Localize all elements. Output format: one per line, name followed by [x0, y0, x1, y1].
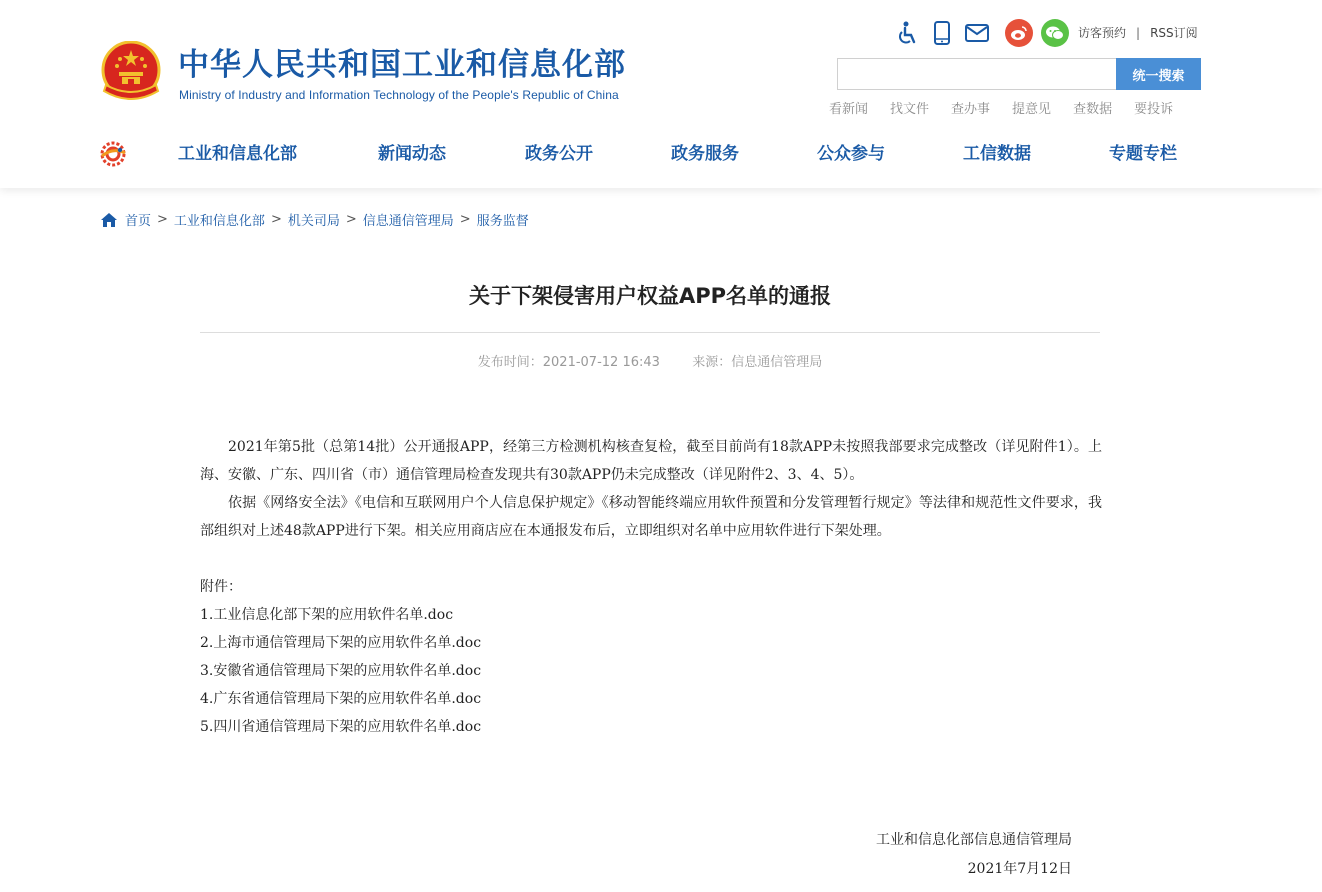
paragraph-spacer	[200, 545, 1102, 573]
quick-link-complaint[interactable]: 要投诉	[1134, 102, 1174, 117]
national-emblem-icon[interactable]	[100, 41, 162, 107]
attachment-link[interactable]: 2.上海市通信管理局下架的应用软件名单.doc	[200, 635, 482, 651]
site-header	[0, 0, 1322, 188]
attachment-link[interactable]: 3.安徽省通信管理局下架的应用软件名单.doc	[200, 663, 482, 679]
main-nav	[178, 140, 1199, 168]
nav-item-special-topics[interactable]: 专题专栏	[1109, 144, 1177, 164]
signature-date: 2021年7月12日	[967, 861, 1072, 877]
breadcrumb-separator: >	[345, 212, 357, 227]
article-meta	[200, 351, 1100, 370]
attachment-link[interactable]: 4.广东省通信管理局下架的应用软件名单.doc	[200, 691, 482, 707]
search-input[interactable]	[837, 58, 1117, 90]
signature-issuer: 工业和信息化部信息通信管理局	[876, 832, 1072, 848]
weibo-icon[interactable]	[1005, 19, 1033, 47]
top-links	[1078, 24, 1198, 41]
nav-item-miit[interactable]: 工业和信息化部	[178, 144, 297, 164]
quick-link-news[interactable]: 看新闻	[829, 102, 869, 117]
breadcrumb	[100, 210, 529, 229]
breadcrumb-miit[interactable]: 工业和信息化部	[173, 214, 265, 229]
ministry-logo-icon	[98, 139, 128, 169]
nav-item-gov-affairs[interactable]: 政务公开	[525, 144, 593, 164]
breadcrumb-separator: >	[270, 212, 282, 227]
article-signature-block	[700, 826, 1072, 884]
breadcrumb-ict-bureau[interactable]: 信息通信管理局	[362, 214, 454, 229]
breadcrumb-service-supervision[interactable]: 服务监督	[476, 214, 529, 229]
nav-item-news[interactable]: 新闻动态	[378, 144, 446, 164]
body-paragraph: 依据《网络安全法》《电信和互联网用户个人信息保护规定》《移动智能终端应用软件预置和分发管理暂行规定》等法律和规范性文件要求，我部组织对上述48款APP进行下架。相关应用商店应在本通报发布后，立即组织对名单中应用软件进行下架处理。	[200, 495, 1102, 539]
quick-links	[829, 98, 1173, 117]
home-icon[interactable]	[100, 211, 118, 229]
breadcrumb-departments[interactable]: 机关司局	[287, 214, 340, 229]
source-label: 来源：	[692, 355, 732, 370]
unified-search-button[interactable]: 统一搜索	[1116, 58, 1201, 90]
top-icon-bar	[892, 18, 1077, 48]
site-title[interactable]: 中华人民共和国工业和信息化部	[178, 47, 626, 83]
publish-time-label: 发布时间：	[477, 355, 543, 370]
mobile-icon[interactable]	[927, 18, 957, 48]
nav-item-data[interactable]: 工信数据	[963, 144, 1031, 164]
nav-item-gov-services[interactable]: 政务服务	[671, 144, 739, 164]
article-title: 关于下架侵害用户权益APP名单的通报	[468, 284, 832, 308]
visitor-appointment-link[interactable]: 访客预约	[1078, 26, 1127, 40]
wechat-icon[interactable]	[1041, 19, 1069, 47]
breadcrumb-separator: >	[157, 212, 168, 227]
source: 信息通信管理局	[731, 355, 823, 370]
quick-link-documents[interactable]: 找文件	[890, 102, 930, 117]
attachment-link[interactable]: 1.工业信息化部下架的应用软件名单.doc	[200, 607, 454, 623]
breadcrumb-home[interactable]: 首页	[125, 214, 152, 229]
quick-link-feedback[interactable]: 提意见	[1012, 102, 1052, 117]
attachment-link[interactable]: 5.四川省通信管理局下架的应用软件名单.doc	[200, 719, 482, 735]
accessibility-icon[interactable]	[892, 18, 922, 48]
site-subtitle: Ministry of Industry and Information Technology of the People's Republic of China	[179, 88, 619, 102]
rss-link[interactable]: RSS订阅	[1150, 26, 1198, 40]
publish-time: 2021-07-12 16:43	[542, 355, 660, 370]
attachments-label: 附件：	[200, 579, 242, 595]
body-paragraph: 2021年第5批（总第14批）公开通报APP，经第三方检测机构核查复检，截至目前尚有18款APP未按照我部要求完成整改（详见附件1）。上海、安徽、广东、四川省（市）通信管理局检查发现共有30款APP仍未完成整改（详见附件2、3、4、5）。	[200, 439, 1102, 483]
quick-link-services[interactable]: 查办事	[951, 102, 991, 117]
top-links-separator: |	[1136, 25, 1141, 40]
article-body	[200, 433, 1102, 741]
mail-icon[interactable]	[962, 18, 992, 48]
title-divider	[200, 332, 1100, 333]
quick-link-data[interactable]: 查数据	[1073, 102, 1113, 117]
nav-item-public-participation[interactable]: 公众参与	[817, 144, 885, 164]
breadcrumb-separator: >	[459, 212, 471, 227]
